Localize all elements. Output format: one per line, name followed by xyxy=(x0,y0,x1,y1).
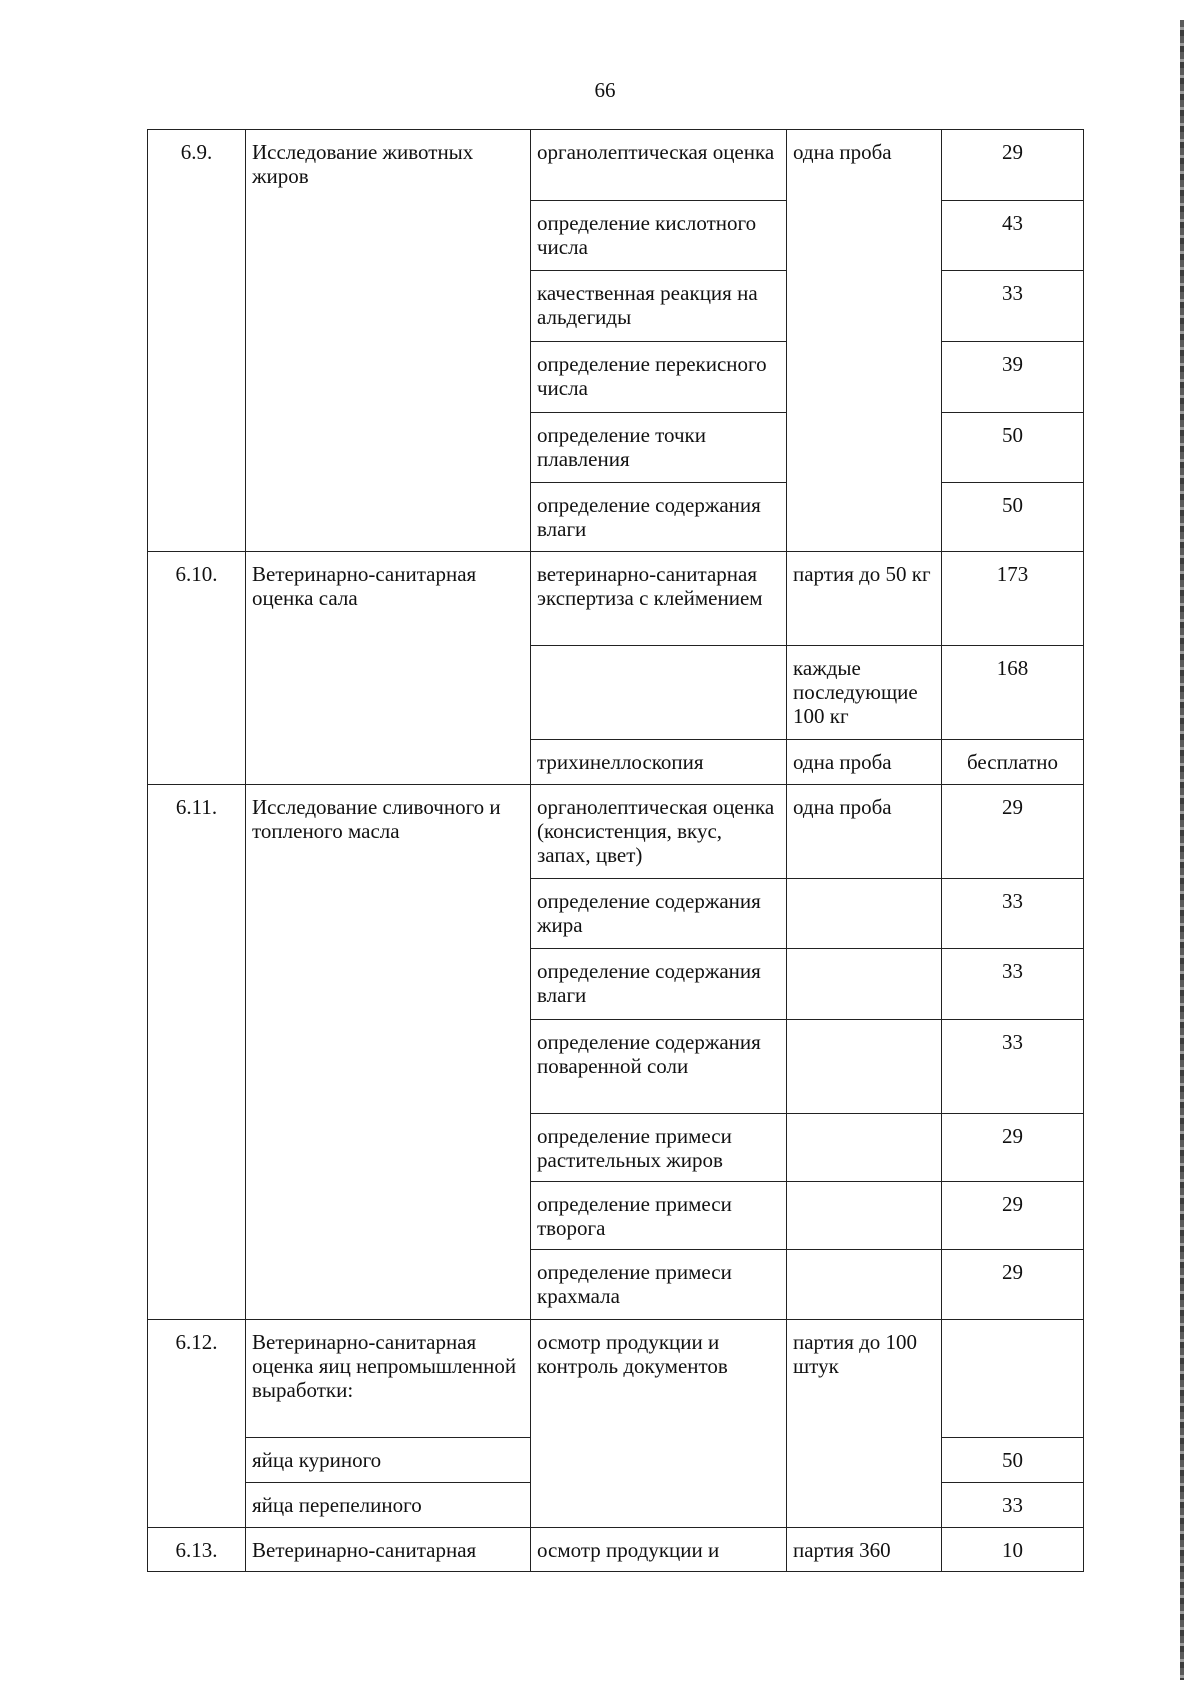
test-name: ветеринарно-санитарная экспертиза с клеймением xyxy=(531,552,787,646)
section-title: Ветеринарно-санитарная оценка яиц непромышленной выработки: xyxy=(246,1320,531,1438)
price-cell: 33 xyxy=(942,1020,1084,1114)
section-number: 6.12. xyxy=(148,1320,246,1528)
price-cell: 50 xyxy=(942,483,1084,552)
test-name: органолептическая оценка xyxy=(531,130,787,201)
price-cell xyxy=(942,1320,1084,1438)
section-number: 6.10. xyxy=(148,552,246,785)
test-name: определение содержания поваренной соли xyxy=(531,1020,787,1114)
unit-cell: каждые последующие 100 кг xyxy=(787,646,942,740)
unit-cell xyxy=(787,1114,942,1182)
unit-cell: партия 360 xyxy=(787,1528,942,1572)
test-name: определение примеси растительных жиров xyxy=(531,1114,787,1182)
table-row xyxy=(148,1320,1084,1438)
test-name: определение кислотного числа xyxy=(531,201,787,271)
unit-cell: партия до 100 штук xyxy=(787,1320,942,1528)
unit-cell xyxy=(787,879,942,949)
test-name: определение содержания жира xyxy=(531,879,787,949)
section-title: Исследование сливочного и топленого масла xyxy=(246,785,531,1320)
section-number: 6.11. xyxy=(148,785,246,1320)
table-row xyxy=(148,552,1084,646)
test-name: определение точки плавления xyxy=(531,413,787,483)
price-cell: 29 xyxy=(942,130,1084,201)
price-cell: 50 xyxy=(942,413,1084,483)
price-cell: 29 xyxy=(942,785,1084,879)
test-name: определение перекисного числа xyxy=(531,342,787,413)
unit-cell xyxy=(787,1182,942,1250)
table-row xyxy=(148,1528,1084,1572)
price-cell: бесплатно xyxy=(942,740,1084,785)
table-row xyxy=(148,785,1084,879)
scan-edge xyxy=(1180,20,1184,1680)
price-cell: 29 xyxy=(942,1182,1084,1250)
unit-cell xyxy=(787,1020,942,1114)
price-cell: 173 xyxy=(942,552,1084,646)
price-cell: 39 xyxy=(942,342,1084,413)
test-name: качественная реакция на альдегиды xyxy=(531,271,787,342)
item-name: яйца перепелиного xyxy=(246,1483,531,1528)
test-name: определение примеси крахмала xyxy=(531,1250,787,1320)
price-cell: 29 xyxy=(942,1250,1084,1320)
price-cell: 33 xyxy=(942,879,1084,949)
price-cell: 10 xyxy=(942,1528,1084,1572)
unit-cell: одна проба xyxy=(787,130,942,552)
unit-cell xyxy=(787,1250,942,1320)
test-name xyxy=(531,646,787,740)
unit-cell: одна проба xyxy=(787,740,942,785)
section-title: Ветеринарно-санитарная xyxy=(246,1528,531,1572)
unit-cell xyxy=(787,949,942,1020)
unit-cell: партия до 50 кг xyxy=(787,552,942,646)
test-name: органолептическая оценка (консистенция, вкус, запах, цвет) xyxy=(531,785,787,879)
section-number: 6.9. xyxy=(148,130,246,552)
test-name: осмотр продукции и xyxy=(531,1528,787,1572)
price-cell: 50 xyxy=(942,1438,1084,1483)
fee-table xyxy=(147,129,1084,1572)
test-name: определение содержания влаги xyxy=(531,949,787,1020)
test-name: трихинеллоскопия xyxy=(531,740,787,785)
table-row xyxy=(148,130,1084,201)
section-title: Исследование животных жиров xyxy=(246,130,531,552)
item-name: яйца куриного xyxy=(246,1438,531,1483)
price-cell: 168 xyxy=(942,646,1084,740)
page-number: 66 xyxy=(594,78,616,102)
price-cell: 33 xyxy=(942,271,1084,342)
test-name: осмотр продукции и контроль документов xyxy=(531,1320,787,1528)
section-title: Ветеринарно-санитарная оценка сала xyxy=(246,552,531,785)
unit-cell: одна проба xyxy=(787,785,942,879)
price-cell: 33 xyxy=(942,949,1084,1020)
test-name: определение примеси творога xyxy=(531,1182,787,1250)
price-cell: 29 xyxy=(942,1114,1084,1182)
section-number: 6.13. xyxy=(148,1528,246,1572)
price-cell: 43 xyxy=(942,201,1084,271)
price-cell: 33 xyxy=(942,1483,1084,1528)
test-name: определение содержания влаги xyxy=(531,483,787,552)
